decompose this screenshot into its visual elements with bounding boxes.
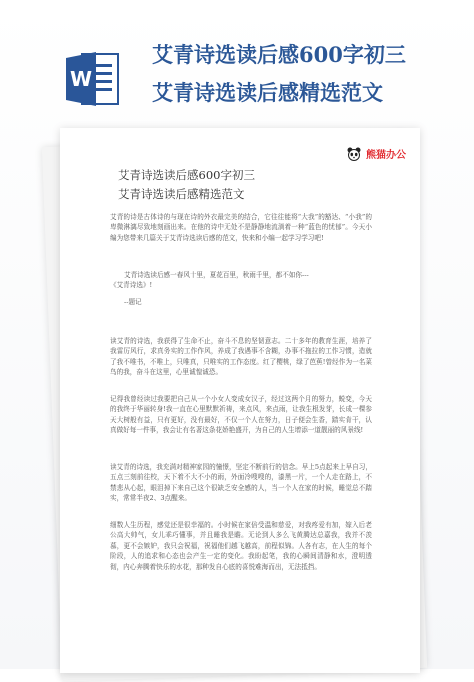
document-title-line2: 艾青诗选读后感精选范文 [118, 187, 245, 201]
quote-signature: --题记 [124, 297, 142, 306]
header-title [152, 36, 462, 112]
quote-line2: 《艾青诗选》! [110, 281, 153, 290]
header-title-line2: 艾青诗选读后感精选范文 [152, 80, 383, 105]
paragraph-1: 读艾青的诗选，我获得了生命不止，奋斗不息的坚韧意志。二十多年的教育生涯，培养了我雷厉风行，求真务实的工作作风，养成了我遇事不含糊，办事不拖拉的工作习惯，造就了我不唯书，不唯上，只唯真，只唯实的工作态度。红了樱桃，绿了芭蕉!曾经作为一名菜鸟的我，奋斗在这里，心里诚惶诚恐。 [110, 337, 372, 377]
quote-block [110, 270, 372, 307]
document-title [118, 166, 358, 204]
panda-icon [346, 147, 362, 161]
word-document-icon [66, 50, 120, 108]
document-page [60, 128, 420, 673]
paragraph-3: 读艾青的诗选，我充满对精神家园的憧憬，坚定不断前行的信念。早上5点起来上早自习，五点三刻前往校，天下着不大不小的雨，外面冷嗖嗖的，漆黑一片，一个人走在路上，不禁悲从心起，眼泪掉下来自己这个很缺乏安全感的人，当一个人在家的时候，睡觉总不踏实，常常半夜2、3点醒来。 [110, 463, 372, 503]
quote-line1: 艾青诗选读后感一春风十里，夏花百里，秋雨千里，都不如你--- [124, 271, 309, 279]
paragraph-2: 记得我曾经读过我要把自己从一个小女人变成女汉子，经过这两个月的努力，蜕变，今天的我终于华丽转身!我一直在心里默默祈祷，来点风，来点雨，让我生根发芽，长成一棵参天大树般有益，只有更好，没有最好，不仅一个人在努力，日子便会生香，踏实肯干，认真做好每一件事，我会让有名著这条花娇艳盛开，为自己的人生增添一道靓丽的风景线! [110, 395, 372, 435]
document-title-line1: 艾青诗选读后感600字初三 [118, 168, 255, 182]
svg-text:W: W [69, 67, 93, 91]
paragraph-4: 细数人生历程，感觉还是很幸福的。小时候在家倍受温和慈爱，对我疼爱有加，嫁入后老公高大帅气，女儿乖巧懂事，并且睡我是瞻。无论到人多么飞黄腾达总嘉我，我并不羡慕，更不会嫉妒，我只会祝福，祝福他们越飞越高，前程似锦。人各有志，在人生的每个阶段，人的追求和心态也会产生一定的变化。我盼起笔，我的心瞬间清静和水，澄明透彻，内心奔腾着快乐的水花，那种发自心底的喜悦难海而出，无法抵挡。 [110, 521, 372, 571]
intro-paragraph: 艾青的诗是古体诗的与现在诗的外衣最完美的结合，它往往能将“大我”的豁达、“小我”的卑微淋漓尽致地刻画出来。在他的诗中无处不是静静地流淌着一种“蓝色的忧郁”。今天小编为您带来几篇关于艾青诗选读后感的范文，快来和小编一起学习学习吧! [110, 213, 372, 242]
header-title-line1: 艾青诗选读后感600字初三 [152, 42, 406, 67]
brand-logo [346, 146, 406, 161]
brand-name: 熊猫办公 [366, 150, 406, 161]
